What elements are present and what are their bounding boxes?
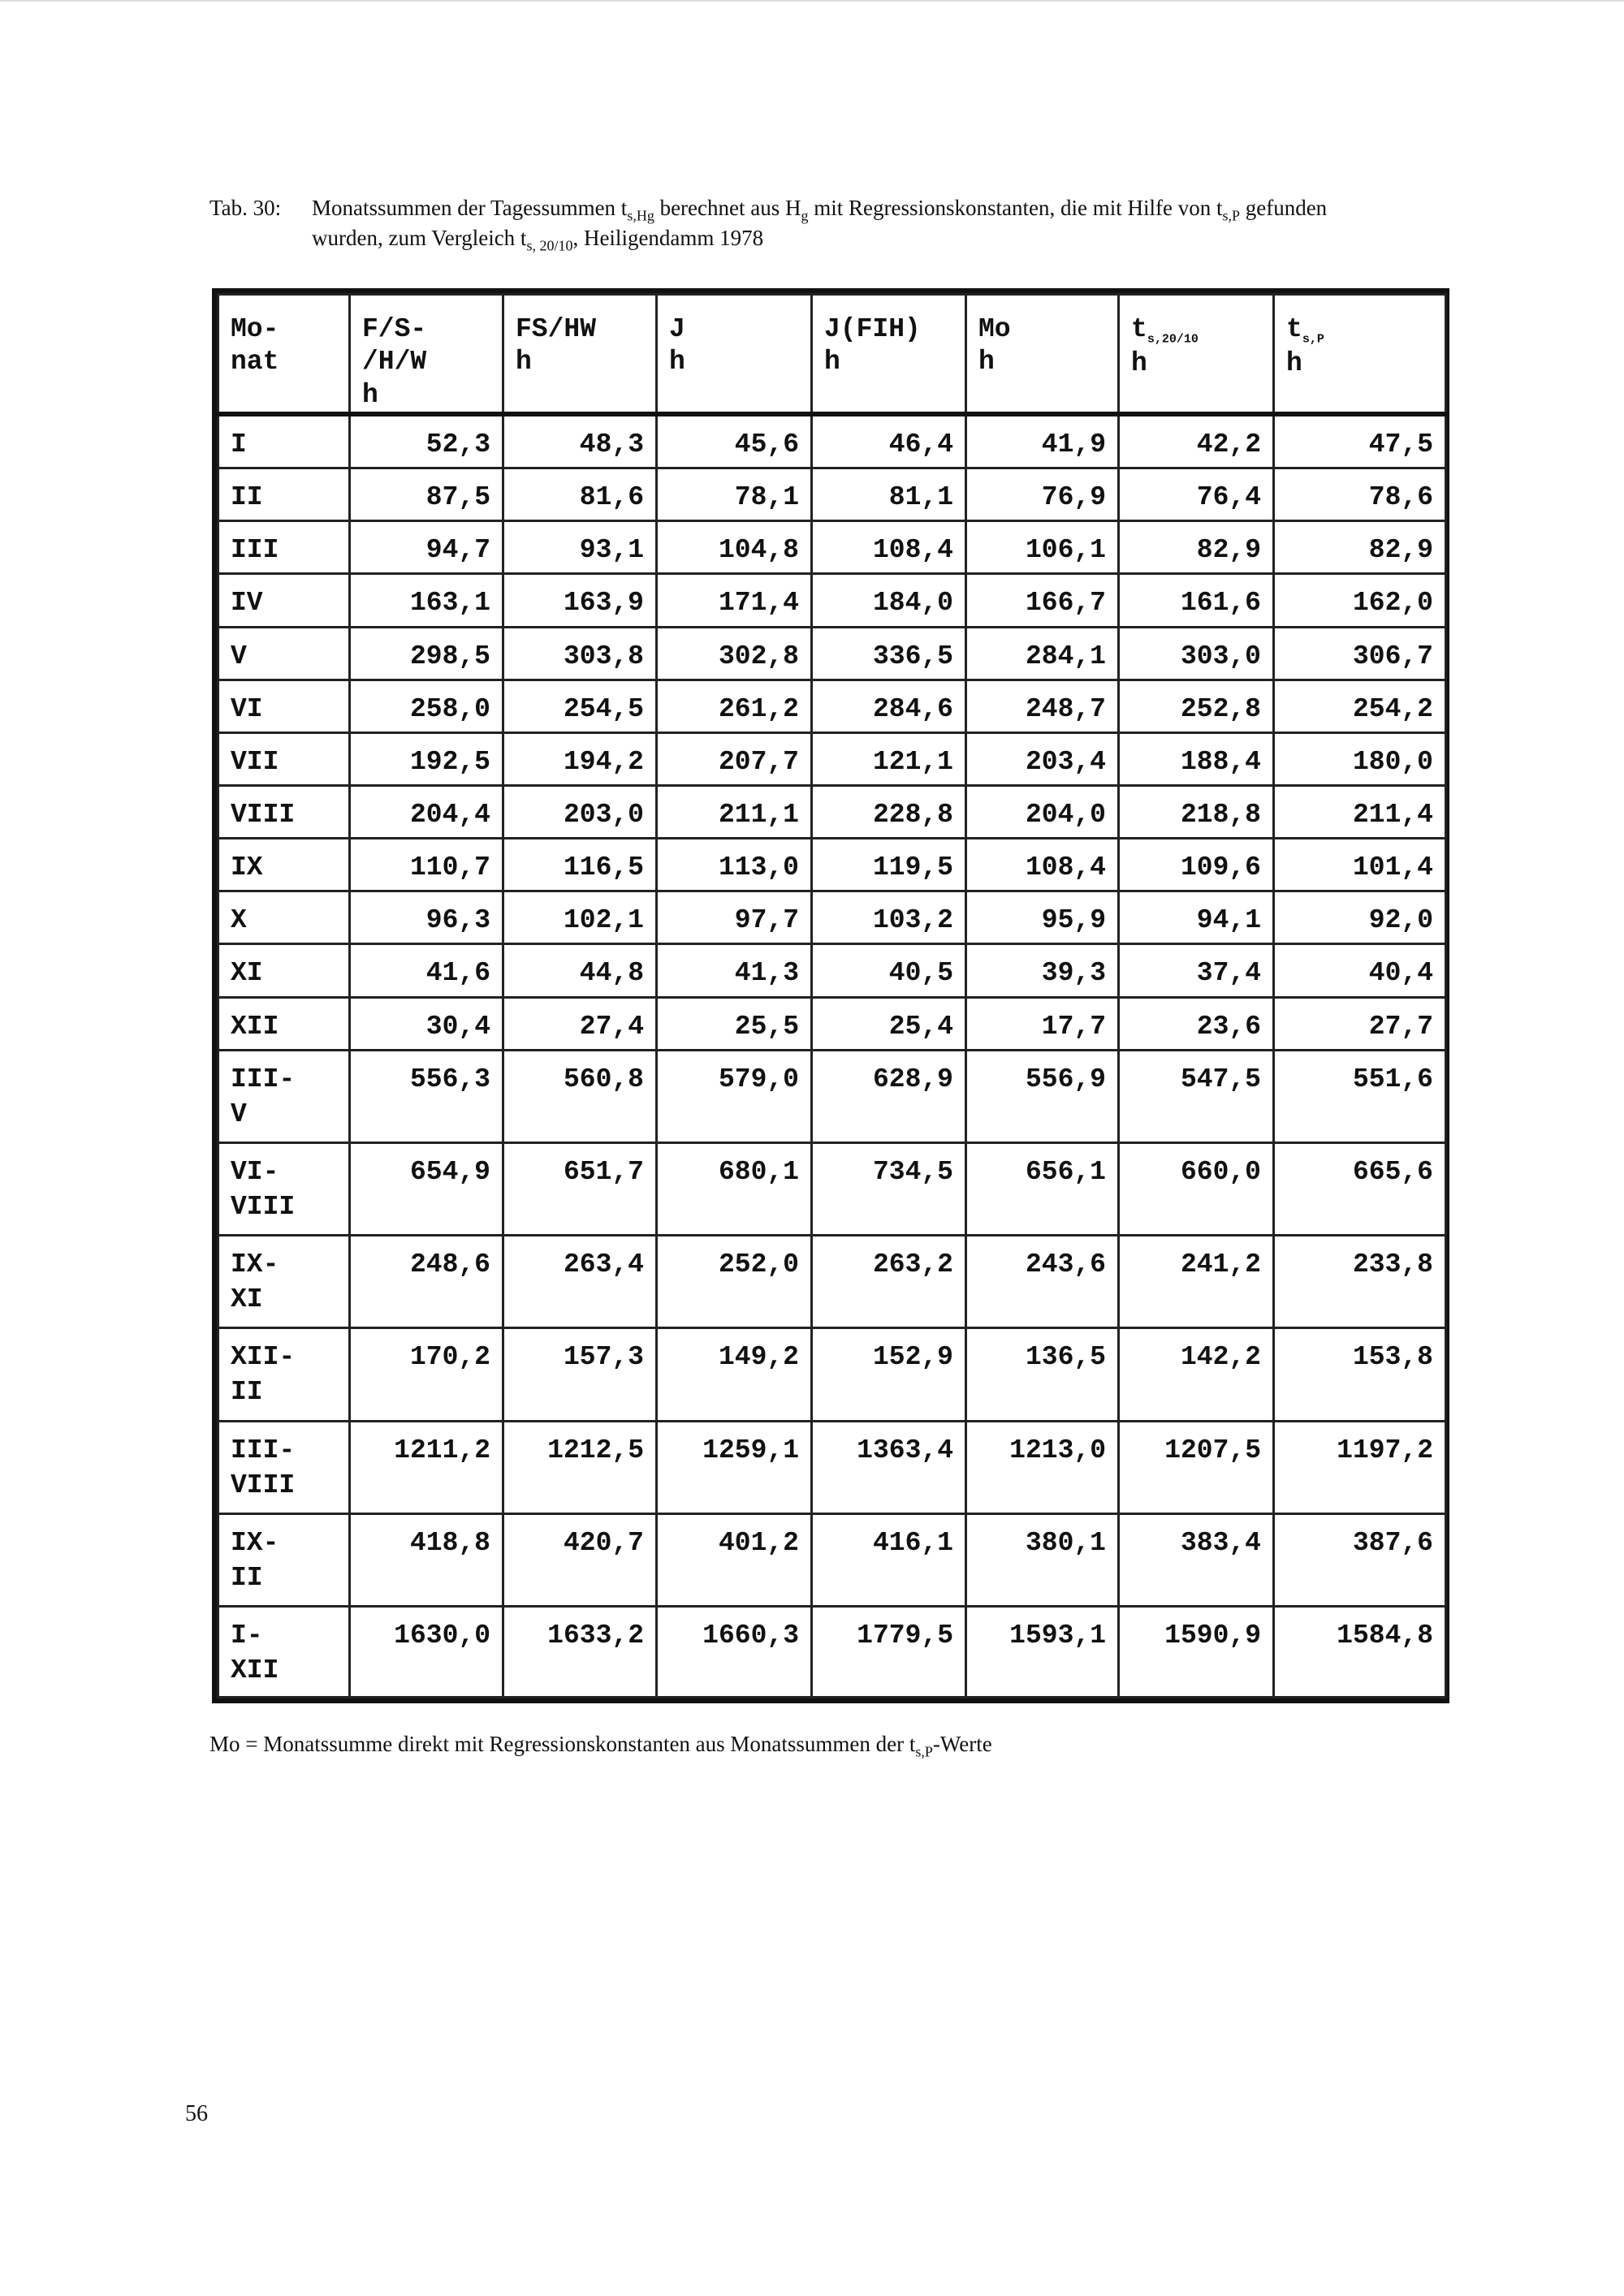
data-table: [212, 288, 1449, 1703]
month-cell: IV: [218, 574, 350, 627]
table-row: [218, 414, 1446, 468]
table-row: [218, 1421, 1446, 1513]
value-cell: 218,8: [1119, 785, 1274, 838]
value-cell: 1779,5: [812, 1607, 966, 1698]
value-cell: 78,6: [1274, 468, 1446, 521]
value-cell: 302,8: [657, 627, 812, 680]
value-cell: 170,2: [350, 1328, 503, 1421]
value-cell: 298,5: [350, 627, 503, 680]
value-cell: 184,0: [812, 574, 966, 627]
value-cell: 136,5: [966, 1328, 1119, 1421]
value-cell: 81,1: [812, 468, 966, 521]
table-row: [218, 1328, 1446, 1421]
column-header: J(FIH) h: [812, 295, 966, 414]
page-number: 56: [185, 2101, 208, 2126]
value-cell: 401,2: [657, 1513, 812, 1606]
value-cell: 162,0: [1274, 574, 1446, 627]
value-cell: 163,9: [503, 574, 657, 627]
value-cell: 380,1: [966, 1513, 1119, 1606]
scan-edge-top: [0, 0, 1624, 2]
value-cell: 551,6: [1274, 1050, 1446, 1142]
value-cell: 211,1: [657, 785, 812, 838]
value-cell: 204,0: [966, 785, 1119, 838]
month-cell: III- VIII: [218, 1421, 350, 1513]
value-cell: 656,1: [966, 1142, 1119, 1235]
value-cell: 660,0: [1119, 1142, 1274, 1235]
month-cell: VI: [218, 680, 350, 732]
value-cell: 547,5: [1119, 1050, 1274, 1142]
table-row: [218, 1513, 1446, 1606]
value-cell: 261,2: [657, 680, 812, 732]
value-cell: 76,4: [1119, 468, 1274, 521]
value-cell: 263,2: [812, 1236, 966, 1328]
column-header: J h: [657, 295, 812, 414]
month-cell: III- V: [218, 1050, 350, 1142]
value-cell: 194,2: [503, 732, 657, 785]
table-row: [218, 627, 1446, 680]
value-cell: 163,1: [350, 574, 503, 627]
month-cell: V: [218, 627, 350, 680]
table-row: [218, 944, 1446, 997]
value-cell: 113,0: [657, 839, 812, 891]
value-cell: 40,5: [812, 944, 966, 997]
table-row: [218, 1142, 1446, 1235]
value-cell: 651,7: [503, 1142, 657, 1235]
value-cell: 37,4: [1119, 944, 1274, 997]
month-cell: XII- II: [218, 1328, 350, 1421]
table-row: [218, 521, 1446, 574]
value-cell: 556,9: [966, 1050, 1119, 1142]
month-cell: X: [218, 891, 350, 944]
value-cell: 1211,2: [350, 1421, 503, 1513]
table-row: [218, 732, 1446, 785]
month-cell: III: [218, 521, 350, 574]
value-cell: 47,5: [1274, 414, 1446, 468]
table-row: [218, 1607, 1446, 1698]
table-row: [218, 1050, 1446, 1142]
month-cell: XI: [218, 944, 350, 997]
value-cell: 1660,3: [657, 1607, 812, 1698]
value-cell: 92,0: [1274, 891, 1446, 944]
value-cell: 1207,5: [1119, 1421, 1274, 1513]
value-cell: 82,9: [1119, 521, 1274, 574]
value-cell: 166,7: [966, 574, 1119, 627]
value-cell: 203,4: [966, 732, 1119, 785]
month-cell: VII: [218, 732, 350, 785]
value-cell: 1590,9: [1119, 1607, 1274, 1698]
table-row: [218, 891, 1446, 944]
value-cell: 188,4: [1119, 732, 1274, 785]
value-cell: 579,0: [657, 1050, 812, 1142]
value-cell: 161,6: [1119, 574, 1274, 627]
value-cell: 284,1: [966, 627, 1119, 680]
value-cell: 387,6: [1274, 1513, 1446, 1606]
value-cell: 94,7: [350, 521, 503, 574]
value-cell: 78,1: [657, 468, 812, 521]
value-cell: 248,6: [350, 1236, 503, 1328]
value-cell: 383,4: [1119, 1513, 1274, 1606]
value-cell: 23,6: [1119, 997, 1274, 1050]
value-cell: 560,8: [503, 1050, 657, 1142]
value-cell: 1593,1: [966, 1607, 1119, 1698]
value-cell: 252,8: [1119, 680, 1274, 732]
value-cell: 153,8: [1274, 1328, 1446, 1421]
value-cell: 258,0: [350, 680, 503, 732]
value-cell: 207,7: [657, 732, 812, 785]
value-cell: 119,5: [812, 839, 966, 891]
value-cell: 628,9: [812, 1050, 966, 1142]
value-cell: 96,3: [350, 891, 503, 944]
value-cell: 102,1: [503, 891, 657, 944]
value-cell: 108,4: [812, 521, 966, 574]
value-cell: 41,3: [657, 944, 812, 997]
value-cell: 94,1: [1119, 891, 1274, 944]
value-cell: 263,4: [503, 1236, 657, 1328]
value-cell: 416,1: [812, 1513, 966, 1606]
value-cell: 149,2: [657, 1328, 812, 1421]
table-row: [218, 680, 1446, 732]
value-cell: 243,6: [966, 1236, 1119, 1328]
value-cell: 248,7: [966, 680, 1119, 732]
value-cell: 1363,4: [812, 1421, 966, 1513]
value-cell: 303,0: [1119, 627, 1274, 680]
value-cell: 87,5: [350, 468, 503, 521]
month-cell: VI- VIII: [218, 1142, 350, 1235]
column-header: F/S- /H/W h: [350, 295, 503, 414]
value-cell: 101,4: [1274, 839, 1446, 891]
value-cell: 46,4: [812, 414, 966, 468]
value-cell: 1212,5: [503, 1421, 657, 1513]
value-cell: 41,6: [350, 944, 503, 997]
value-cell: 734,5: [812, 1142, 966, 1235]
value-cell: 1213,0: [966, 1421, 1119, 1513]
value-cell: 336,5: [812, 627, 966, 680]
value-cell: 25,4: [812, 997, 966, 1050]
value-cell: 142,2: [1119, 1328, 1274, 1421]
value-cell: 252,0: [657, 1236, 812, 1328]
table-row: [218, 574, 1446, 627]
value-cell: 152,9: [812, 1328, 966, 1421]
value-cell: 106,1: [966, 521, 1119, 574]
value-cell: 211,4: [1274, 785, 1446, 838]
value-cell: 654,9: [350, 1142, 503, 1235]
month-cell: IX: [218, 839, 350, 891]
value-cell: 1259,1: [657, 1421, 812, 1513]
value-cell: 254,2: [1274, 680, 1446, 732]
value-cell: 233,8: [1274, 1236, 1446, 1328]
month-cell: XII: [218, 997, 350, 1050]
value-cell: 1584,8: [1274, 1607, 1446, 1698]
table-row: [218, 1236, 1446, 1328]
column-header: $t_{s,P}$ h: [1274, 295, 1446, 414]
value-cell: 665,6: [1274, 1142, 1446, 1235]
value-cell: 97,7: [657, 891, 812, 944]
value-cell: 228,8: [812, 785, 966, 838]
month-cell: I- XII: [218, 1607, 350, 1698]
value-cell: 254,5: [503, 680, 657, 732]
value-cell: 76,9: [966, 468, 1119, 521]
value-cell: 180,0: [1274, 732, 1446, 785]
value-cell: 303,8: [503, 627, 657, 680]
value-cell: 680,1: [657, 1142, 812, 1235]
value-cell: 171,4: [657, 574, 812, 627]
caption-label: Tab. 30:: [209, 196, 282, 220]
value-cell: 241,2: [1119, 1236, 1274, 1328]
value-cell: 30,4: [350, 997, 503, 1050]
value-cell: 27,4: [503, 997, 657, 1050]
value-cell: 1633,2: [503, 1607, 657, 1698]
column-header: FS/HW h: [503, 295, 657, 414]
value-cell: 108,4: [966, 839, 1119, 891]
table-row: [218, 997, 1446, 1050]
value-cell: 157,3: [503, 1328, 657, 1421]
value-cell: 418,8: [350, 1513, 503, 1606]
value-cell: 104,8: [657, 521, 812, 574]
column-header: Mo h: [966, 295, 1119, 414]
value-cell: 40,4: [1274, 944, 1446, 997]
value-cell: 110,7: [350, 839, 503, 891]
value-cell: 192,5: [350, 732, 503, 785]
value-cell: 420,7: [503, 1513, 657, 1606]
value-cell: 284,6: [812, 680, 966, 732]
value-cell: 48,3: [503, 414, 657, 468]
value-cell: 204,4: [350, 785, 503, 838]
value-cell: 17,7: [966, 997, 1119, 1050]
value-cell: 44,8: [503, 944, 657, 997]
table-row: [218, 468, 1446, 521]
value-cell: 42,2: [1119, 414, 1274, 468]
column-header: Mo- nat: [218, 295, 350, 414]
value-cell: 109,6: [1119, 839, 1274, 891]
value-cell: 306,7: [1274, 627, 1446, 680]
table-row: [218, 839, 1446, 891]
value-cell: 1197,2: [1274, 1421, 1446, 1513]
value-cell: 116,5: [503, 839, 657, 891]
value-cell: 41,9: [966, 414, 1119, 468]
value-cell: 121,1: [812, 732, 966, 785]
value-cell: 93,1: [503, 521, 657, 574]
value-cell: 52,3: [350, 414, 503, 468]
value-cell: 82,9: [1274, 521, 1446, 574]
value-cell: 45,6: [657, 414, 812, 468]
month-cell: I: [218, 414, 350, 468]
value-cell: 27,7: [1274, 997, 1446, 1050]
value-cell: 25,5: [657, 997, 812, 1050]
table-header-row: [218, 295, 1446, 414]
column-header: $t_{s,20/10}$ h: [1119, 295, 1274, 414]
month-cell: IX- XI: [218, 1236, 350, 1328]
value-cell: 103,2: [812, 891, 966, 944]
month-cell: VIII: [218, 785, 350, 838]
month-cell: II: [218, 468, 350, 521]
value-cell: 1630,0: [350, 1607, 503, 1698]
value-cell: 39,3: [966, 944, 1119, 997]
value-cell: 556,3: [350, 1050, 503, 1142]
table-row: [218, 785, 1446, 838]
value-cell: 81,6: [503, 468, 657, 521]
footnote: Mo = Monatssumme direkt mit Regressionskonstanten aus Monatssummen der $t_{s,P}$-Werte: [209, 1732, 992, 1760]
value-cell: 95,9: [966, 891, 1119, 944]
value-cell: 203,0: [503, 785, 657, 838]
table-caption: Tab. 30: Monatssummen der Tagessummen $t_{s,Hg}$ berechnet aus $H_g$ mit Regressionskonstanten, die mit Hilfe von $t_{s,P}$ gefunden wurden, zum Vergleich $t_{s, 20/10}$, Heiligendamm 1978: [209, 196, 1328, 254]
month-cell: IX- II: [218, 1513, 350, 1606]
